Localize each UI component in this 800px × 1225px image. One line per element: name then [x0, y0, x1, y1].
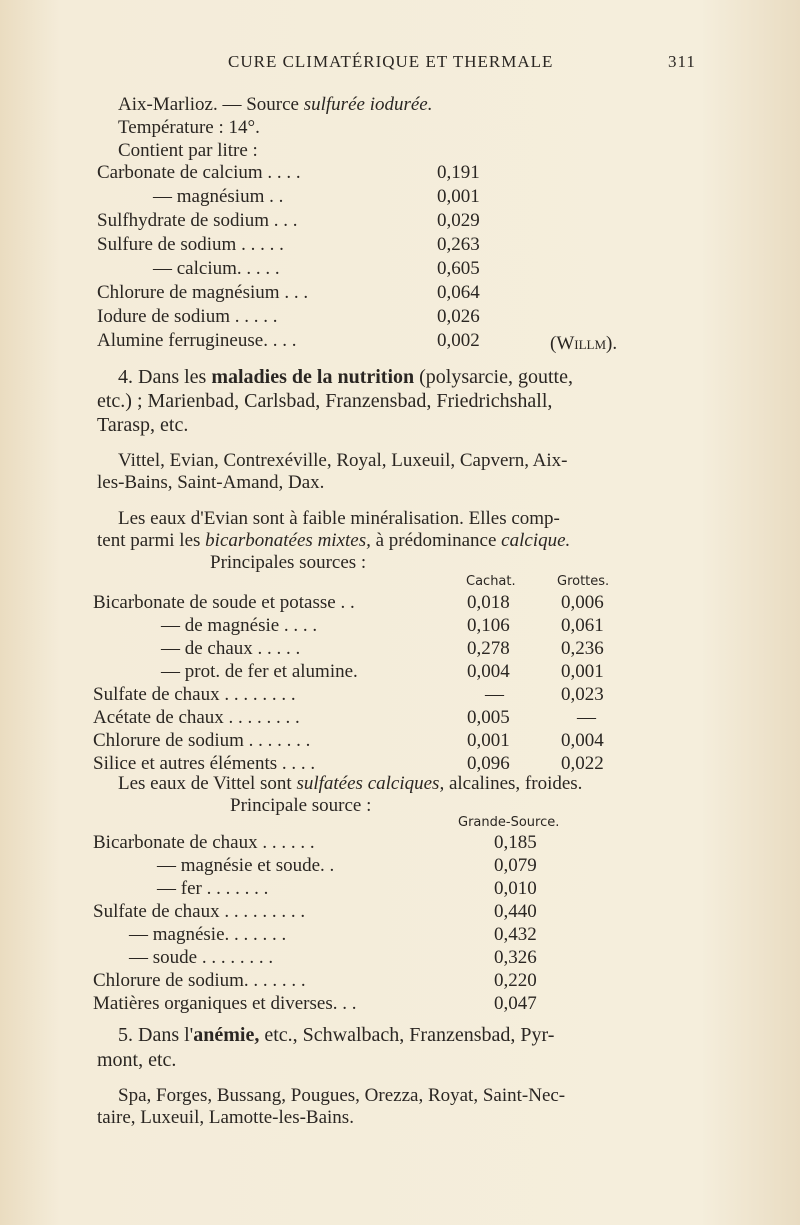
- section4-p3-line1: Les eaux d'Evian sont à faible minéralisation. Elles comp-: [118, 508, 560, 529]
- section4-p2-line1: Vittel, Evian, Contrexéville, Royal, Luxeuil, Capvern, Aix-: [118, 450, 568, 471]
- section5-line1: [118, 1024, 554, 1047]
- row-value: 0,440: [494, 901, 537, 922]
- aix-title-italic: sulfurée iodurée.: [303, 94, 433, 115]
- row-name: — de magnésie . . . .: [161, 615, 318, 636]
- row-value: 0,220: [494, 970, 537, 991]
- row-value: 0,191: [437, 162, 480, 183]
- row-name: Bicarbonate de chaux . . . . . .: [93, 832, 315, 853]
- row-name: Sulfure de sodium . . . . .: [97, 234, 284, 255]
- vittel-intro: [118, 773, 582, 795]
- row-name: — de chaux . . . . .: [161, 638, 301, 659]
- table-row: [93, 923, 653, 947]
- table-row: [93, 992, 653, 1016]
- row-name: — soude . . . . . . . .: [129, 947, 274, 968]
- table-row: [93, 660, 653, 684]
- row-name: Sulfate de chaux . . . . . . . . .: [93, 901, 306, 922]
- aix-title-text: Aix-Marlioz. — Source: [118, 94, 304, 115]
- running-header: [0, 52, 800, 76]
- text: à prédominance: [370, 530, 502, 551]
- row-value-cachat: 0,005: [467, 707, 510, 728]
- row-value-cachat: —: [485, 684, 504, 705]
- italic-text: sulfatées calciques,: [296, 773, 445, 794]
- aix-title: [118, 94, 433, 116]
- section-text: etc., Schwalbach, Franzensbad, Pyr-: [259, 1024, 555, 1046]
- row-value: 0,079: [494, 855, 537, 876]
- row-name: Iodure de sodium . . . . .: [97, 306, 278, 327]
- row-value: 0,064: [437, 282, 480, 303]
- column-header-grottes: Grottes.: [557, 574, 610, 589]
- section-bold: maladies de la nutrition: [211, 366, 415, 388]
- section4-line2: etc.) ; Marienbad, Carlsbad, Franzensbad, Friedrichshall,: [97, 390, 553, 412]
- row-value: 0,185: [494, 832, 537, 853]
- table-row: [93, 969, 653, 993]
- row-value-grottes: 0,236: [561, 638, 604, 659]
- row-value-grottes: —: [577, 707, 596, 728]
- section4-line3: Tarasp, etc.: [97, 414, 189, 436]
- row-name: Alumine ferrugineuse. . . .: [97, 330, 297, 351]
- row-name: Acétate de chaux . . . . . . . .: [93, 707, 300, 728]
- section-text: Dans l': [138, 1024, 194, 1046]
- section-text: Dans les: [138, 366, 212, 388]
- table-row: [93, 591, 653, 615]
- row-value-cachat: 0,001: [467, 730, 510, 751]
- section4-p2-line2: les-Bains, Saint-Amand, Dax.: [97, 472, 325, 493]
- row-value: 0,001: [437, 186, 480, 207]
- row-value: 0,002: [437, 330, 480, 351]
- aix-contient: Contient par litre :: [118, 140, 258, 161]
- row-value-cachat: 0,004: [467, 661, 510, 682]
- row-name: Sulfhydrate de sodium . . .: [97, 210, 298, 231]
- row-name: — fer . . . . . . .: [157, 878, 269, 899]
- table-row: [93, 729, 653, 753]
- table-row: [93, 877, 653, 901]
- evian-sources-title: Principales sources :: [210, 552, 367, 573]
- section-bold: anémie,: [193, 1024, 260, 1046]
- column-header-cachat: Cachat.: [466, 574, 516, 589]
- column-header-grande-source: Grande-Source.: [458, 815, 560, 830]
- row-value-grottes: 0,022: [561, 753, 604, 774]
- row-value-cachat: 0,106: [467, 615, 510, 636]
- row-value-grottes: 0,006: [561, 592, 604, 613]
- row-name: Matières organiques et diverses. . .: [93, 993, 357, 1014]
- row-value: 0,326: [494, 947, 537, 968]
- vittel-sources-title: Principale source :: [230, 795, 372, 816]
- row-name: Chlorure de magnésium . . .: [97, 282, 309, 303]
- page-number: 311: [668, 52, 696, 71]
- text: Les eaux de Vittel sont: [118, 773, 297, 794]
- header-title: CURE CLIMATÉRIQUE ET THERMALE: [228, 52, 554, 71]
- section5-line2: mont, etc.: [97, 1049, 177, 1071]
- table-row: [97, 329, 517, 353]
- text: tent parmi les: [97, 530, 206, 551]
- row-value-grottes: 0,004: [561, 730, 604, 751]
- row-value: 0,010: [494, 878, 537, 899]
- italic-text: bicarbonatées mixtes,: [205, 530, 371, 551]
- table-row: [97, 233, 517, 257]
- row-value-grottes: 0,061: [561, 615, 604, 636]
- row-name: Bicarbonate de soude et potasse . .: [93, 592, 355, 613]
- table-row: [93, 706, 653, 730]
- row-value: 0,047: [494, 993, 537, 1014]
- table-row: [93, 946, 653, 970]
- table-row: [97, 257, 517, 281]
- row-name: — prot. de fer et alumine.: [161, 661, 358, 682]
- section4-line1: [118, 366, 573, 389]
- row-name: Chlorure de sodium. . . . . . .: [93, 970, 306, 991]
- row-name: Chlorure de sodium . . . . . . .: [93, 730, 311, 751]
- row-name: — magnésie. . . . . . .: [129, 924, 287, 945]
- row-name: Carbonate de calcium . . . .: [97, 162, 301, 183]
- row-name: Sulfate de chaux . . . . . . . .: [93, 684, 296, 705]
- row-value: 0,026: [437, 306, 480, 327]
- row-value: 0,263: [437, 234, 480, 255]
- table-row: [93, 900, 653, 924]
- section4-p3-line2: [97, 530, 570, 552]
- table-row: [93, 614, 653, 638]
- section-number: 5.: [118, 1024, 133, 1046]
- row-value: 0,605: [437, 258, 480, 279]
- table-row: [97, 209, 517, 233]
- row-name: — calcium. . . . .: [153, 258, 280, 279]
- table-row: [93, 683, 653, 707]
- row-name: — magnésium . .: [153, 186, 284, 207]
- aix-temperature: Température : 14°.: [118, 117, 260, 138]
- section-text: (polysarcie, goutte,: [414, 366, 573, 388]
- table-row: [97, 185, 517, 209]
- aix-author: (Willm).: [550, 333, 618, 354]
- section5-p2-line2: taire, Luxeuil, Lamotte-les-Bains.: [97, 1107, 354, 1128]
- table-row: [93, 637, 653, 661]
- section5-p2-line1: Spa, Forges, Bussang, Pougues, Orezza, Royat, Saint-Nec-: [118, 1085, 566, 1106]
- row-value: 0,029: [437, 210, 480, 231]
- row-value-grottes: 0,023: [561, 684, 604, 705]
- row-value-cachat: 0,018: [467, 592, 510, 613]
- table-row: [97, 161, 517, 185]
- table-row: [97, 305, 517, 329]
- row-value-cachat: 0,278: [467, 638, 510, 659]
- text: alcalines, froides.: [444, 773, 583, 794]
- table-row: [97, 281, 517, 305]
- row-value-grottes: 0,001: [561, 661, 604, 682]
- row-value: 0,432: [494, 924, 537, 945]
- row-name: — magnésie et soude. .: [157, 855, 335, 876]
- table-row: [93, 831, 653, 855]
- section-number: 4.: [118, 366, 133, 388]
- table-row: [93, 854, 653, 878]
- row-name: Silice et autres éléments . . . .: [93, 753, 316, 774]
- row-value-cachat: 0,096: [467, 753, 510, 774]
- italic-text: calcique.: [501, 530, 571, 551]
